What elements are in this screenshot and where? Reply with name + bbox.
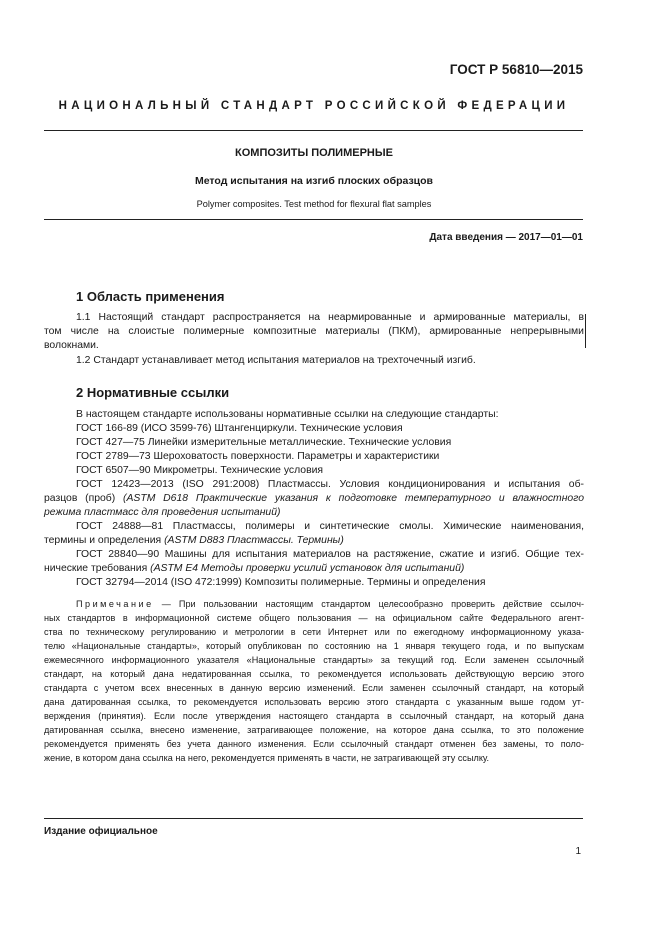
note-line: рекомендуется применять без учета данного изменения. Если ссылочный стандарт отменен без замены, то поло- [44,739,584,749]
reference-item: режима пластмасс для проведения испытаний) [44,507,281,518]
paragraph-line: 1.2 Стандарт устанавливает метод испытания материалов на трехточечный изгиб. [76,355,476,366]
note-line: ежемесячного информационного указателя «Национальные стандарты» за текущий год. Если заменен ссылочный [44,655,584,665]
document-subtitle: Метод испытания на изгиб плоских образцов [194,175,434,187]
paragraph-line: том числе на слоистые полимерные композитные материалы (ПКМ), армированные непрерывными [44,326,584,337]
reference-item: термины и определения (ASTM D883 Пластмассы. Термины) [44,535,344,546]
reference-item: ГОСТ 28840—90 Машины для испытания материалов на растяжение, сжатие и изгиб. Общие тех- [76,549,584,560]
document-title: КОМПОЗИТЫ ПОЛИМЕРНЫЕ [235,147,393,159]
reference-item: ГОСТ 427—75 Линейки измерительные металлические. Технические условия [76,437,452,448]
footer-divider [44,818,583,819]
reference-item: нические требования (ASTM E4 Методы проверки усилий установок для испытаний) [44,563,465,574]
note-line: датированная ссылка, внесено изменение, затрагивающее положение, на которое дана ссылка, то это положение [44,725,584,735]
note-line: ства по техническому регулированию и метрологии в сети Интернет или по ежегодному информационному указа- [44,627,584,637]
note-line: стандарт, на который дана недатированная ссылка, то рекомендуется использовать действующую версию этого [44,669,584,679]
standard-banner: НАЦИОНАЛЬНЫЙ СТАНДАРТ РОССИЙСКОЙ ФЕДЕРАЦИИ [58,100,570,112]
note-line: жение, в котором дана ссылка на него, рекомендуется применять в части, не затрагивающей эту ссылку. [44,753,490,763]
reference-item: ГОСТ 6507—90 Микрометры. Технические условия [76,465,324,476]
page-number: 1 [575,846,581,857]
reference-item: ГОСТ 12423—2013 (ISO 291:2008) Пластмассы. Условия кондиционирования и испытания об- [76,479,584,490]
note-line: верждения (принятия). Если после утверждения настоящего стандарта в ссылочный стандарт, на который дана [44,711,584,721]
document-number: ГОСТ Р 56810—2015 [449,62,583,77]
note-label: Примечание [76,599,154,609]
divider [44,219,583,220]
edition-label: Издание официальное [44,826,158,837]
document-title-english: Polymer composites. Test method for flexural flat samples [196,199,432,209]
change-bar [585,314,586,348]
paragraph-line: волокнами. [44,340,99,351]
reference-item: ГОСТ 24888—81 Пластмассы, полимеры и синтетические смолы. Химические наименования, [76,521,584,532]
note-line: Примечание — При пользовании настоящим стандартом целесообразно проверить действие ссылоч- [76,599,584,609]
introduction-date: Дата введения — 2017—01—01 [429,232,583,243]
paragraph-line: В настоящем стандарте использованы нормативные ссылки на следующие стандарты: [76,409,499,420]
note-line: телю «Национальные стандарты», который опубликован по состоянию на 1 января текущего года, и по выпускам [44,641,584,651]
reference-item: ГОСТ 2789—73 Шероховатость поверхности. Параметры и характеристики [76,451,440,462]
note-line: стандарта с учетом всех внесенных в данную версию изменений. Если заменен ссылочный стандарт, на который [44,683,584,693]
paragraph-line: 1.1 Настоящий стандарт распространяется на неармированные и армированные материалы, в [76,312,584,323]
divider [44,130,583,131]
reference-item: разцов (проб) (ASTM D618 Практические указания к подготовке температурного и влажностного [44,493,584,504]
section-heading-references: 2 Нормативные ссылки [76,385,230,400]
reference-item: ГОСТ 166-89 (ИСО 3599-76) Штангенциркули. Технические условия [76,423,403,434]
note-line: дана датированная ссылка, то рекомендуется использовать версию этого стандарта с указанным выше годом ут- [44,697,584,707]
note-line: ных стандартов в информационной системе общего пользования — на официальном сайте Федерального агент- [44,613,584,623]
reference-item: ГОСТ 32794—2014 (ISO 472:1999) Композиты полимерные. Термины и определения [76,577,486,588]
section-heading-scope: 1 Область применения [76,289,225,304]
